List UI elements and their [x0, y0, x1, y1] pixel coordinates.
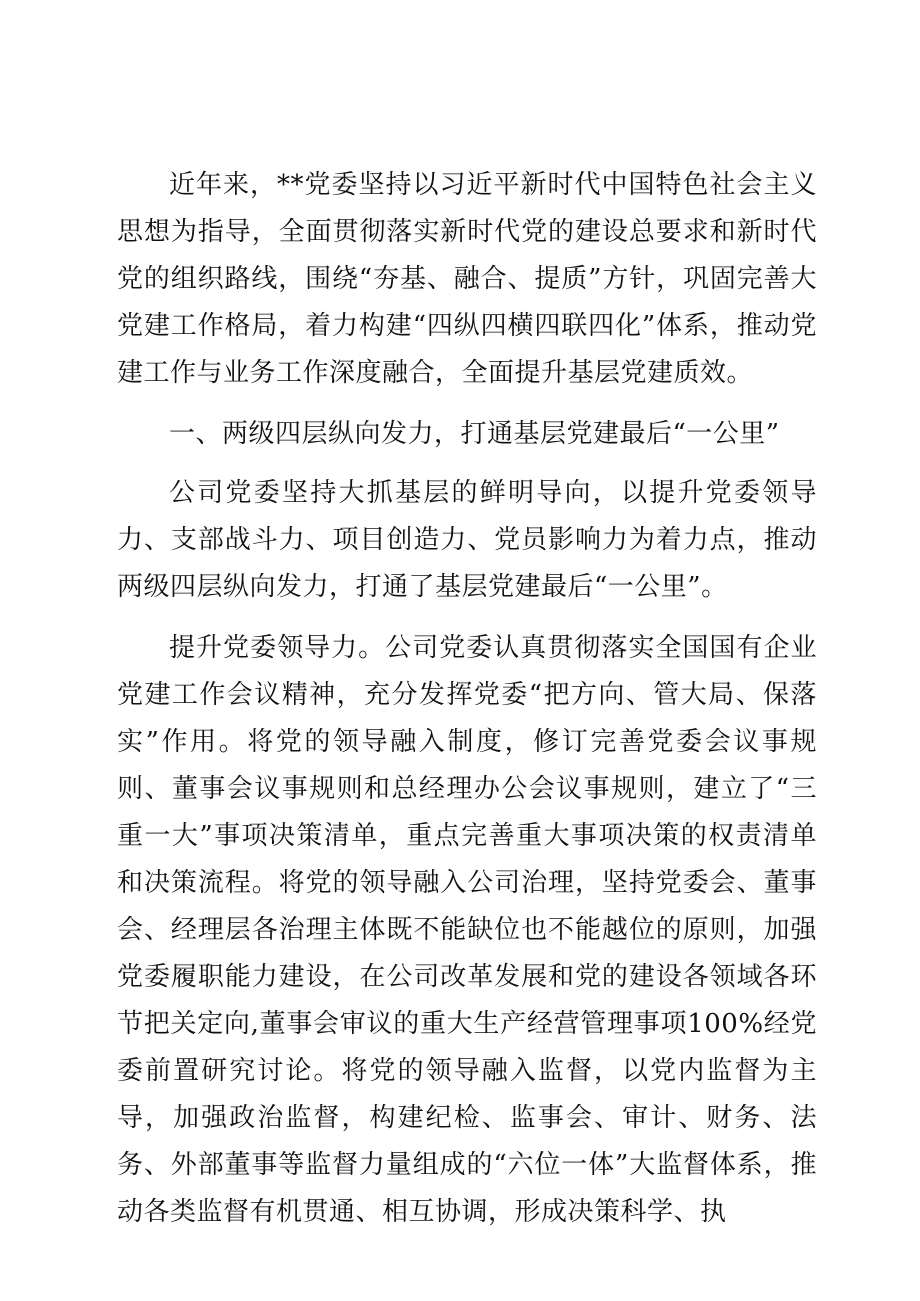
intro-paragraph: 近年来，**党委坚持以习近平新时代中国特色社会主义思想为指导，全面贯彻落实新时代党的建设总要求和新时代党的组织路线，围绕“夯基、融合、提质”方针，巩固完善大党建工作格局，着力构建“四纵四横四联四化”体系，推动党建工作与业务工作深度融合，全面提升基层党建质效。 — [117, 170, 817, 388]
leadership-paragraph: 提升党委领导力。公司党委认真贯彻落实全国国有企业党建工作会议精神，充分发挥党委“把方向、管大局、保落实”作用。将党的领导融入制度，修订完善党委会议事规则、董事会议事规则和总经理办公会议事规则，建立了“三重一大”事项决策清单，重点完善重大事项决策的权责清单和决策流程。将党的领导融入公司治理，坚持党委会、董事会、经理层各治理主体既不能缺位也不能越位的原则，加强党委履职能力建设，在公司改革发展和党的建设各领域各环节把关定向,董事会审议的重大生产经营管理事项100%经党委前置研究讨论。将党的领导融入监督，以党内监督为主导，加强政治监督，构建纪检、监事会、审计、财务、法务、外部董事等监督力量组成的“六位一体”大监督体系，推动各类监督有机贯通、相互协调，形成决策科学、执 — [117, 633, 817, 1227]
document-body — [117, 162, 817, 1250]
section-paragraph: 公司党委坚持大抓基层的鲜明导向，以提升党委领导力、支部战斗力、项目创造力、党员影响力为着力点，推动两级四层纵向发力，打通了基层党建最后“一公里”。 — [117, 478, 817, 602]
section-heading: 一、两级四层纵向发力，打通基层党建最后“一公里” — [169, 419, 780, 449]
